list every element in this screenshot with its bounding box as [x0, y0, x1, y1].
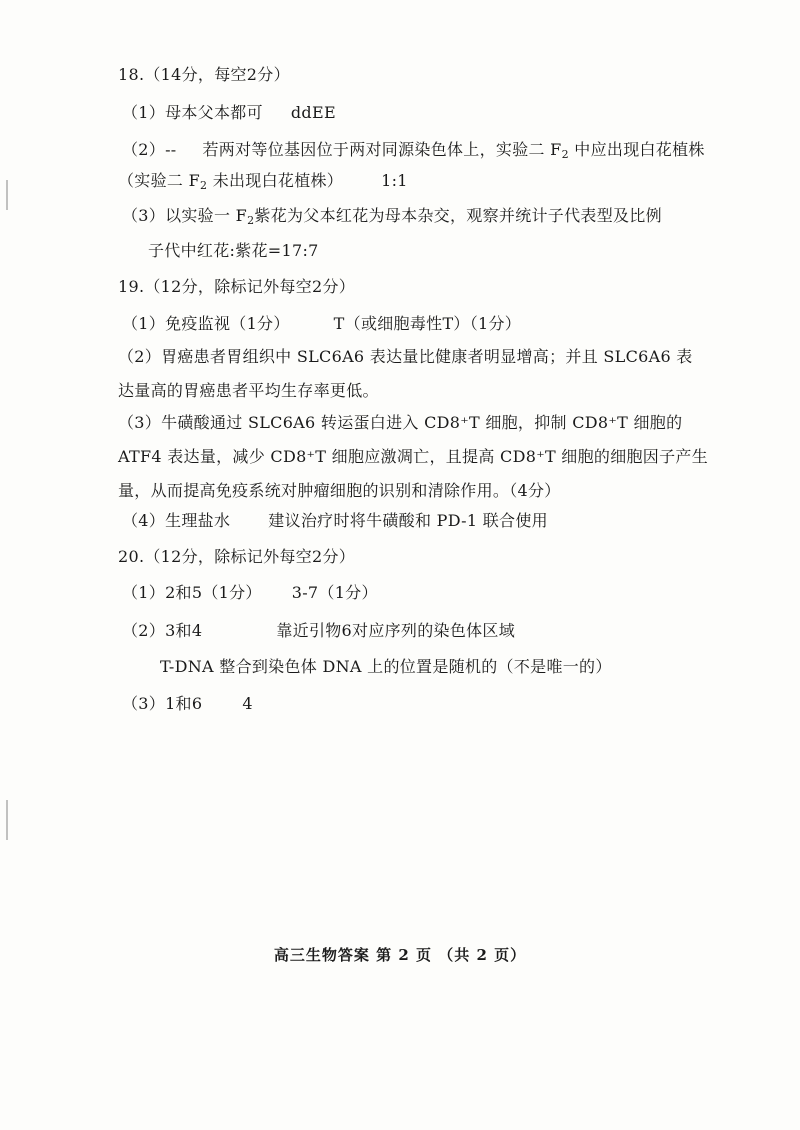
q18-answer-1-b: ddEE — [290, 103, 336, 122]
q20-answer-3-a: （3）1和6 — [122, 694, 203, 713]
q18-answer-2-c: 中应出现白花植株 — [568, 140, 705, 159]
q18-answer-2-b: 若两对等位基因位于两对同源染色体上，实验二 F — [202, 140, 562, 159]
q18-answer-2-sub1: 2 — [561, 148, 569, 161]
page-footer: 高三生物答案 第 2 页 （共 2 页） — [273, 946, 527, 964]
q20-answer-1-a: （1）2和5（1分） — [122, 583, 262, 602]
q18-answer-2-d: （实验二 F — [118, 171, 200, 190]
q20-answer-2-a: （2）3和4 — [122, 621, 203, 640]
q20-answer-3-b: 4 — [242, 694, 253, 713]
q20-header: 20.（12分，除标记外每空2分） — [118, 547, 356, 566]
q19-header: 19.（12分，除标记外每空2分） — [118, 277, 356, 296]
q18-answer-2-a: （2）-- — [122, 140, 177, 159]
q19-answer-1-a: （1）免疫监视（1分） — [122, 314, 290, 333]
q18-answer-2-f: 1:1 — [381, 171, 408, 190]
q20-answer-2-line1 — [122, 620, 515, 642]
q18-answer-1 — [122, 102, 336, 124]
q18-header: 18.（14分，每空2分） — [118, 65, 290, 84]
q18-answer-3-sub: 2 — [247, 214, 255, 227]
q19-answer-4-a: （4）生理盐水 — [122, 511, 231, 530]
q18-answer-1-a: （1）母本父本都可 — [122, 103, 263, 122]
scan-artifact — [6, 800, 8, 840]
q19-answer-1-b: T（或细胞毒性T）（1分） — [333, 314, 522, 333]
q20-answer-2-b: 靠近引物6对应序列的染色体区域 — [276, 621, 516, 640]
q19-answer-2: （2）胃癌患者胃组织中 SLC6A6 表达量比健康者明显增高；并且 SLC6A6 表达量高的胃癌患者平均生存率更低。 — [118, 347, 693, 400]
q18-answer-2-sub2: 2 — [200, 179, 208, 192]
q18-answer-3-b: 紫花为父本红花为母本杂交，观察并统计子代表型及比例 — [254, 206, 662, 225]
q20-answer-2-line2: T-DNA 整合到染色体 DNA 上的位置是随机的（不是唯一的） — [160, 657, 612, 676]
q18-answer-2-e: 未出现白花植株） — [207, 171, 344, 190]
q18-answer-3-line2: 子代中红花:紫花=17:7 — [148, 241, 319, 260]
q18-answer-3-a: （3）以实验一 F — [122, 206, 248, 225]
q20-answer-1 — [122, 582, 378, 604]
q20-answer-1-b: 3-7（1分） — [291, 583, 378, 602]
scan-artifact — [6, 180, 8, 210]
q19-answer-3: （3）牛磺酸通过 SLC6A6 转运蛋白进入 CD8⁺T 细胞，抑制 CD8⁺T 细胞的 ATF4 表达量，减少 CD8⁺T 细胞应激凋亡，且提高 CD8⁺T 细胞的细胞因子产生量，从而提高免疫系统对肿瘤细胞的识别和清除作用。（4分） — [118, 413, 708, 500]
q18-answer-3-line1 — [122, 205, 662, 232]
q18-answer-2-line1 — [122, 139, 705, 166]
q19-answer-4 — [122, 510, 548, 532]
q20-answer-3 — [122, 693, 253, 715]
q19-answer-4-b: 建议治疗时将牛磺酸和 PD-1 联合使用 — [268, 511, 548, 530]
q18-answer-2-line2 — [118, 170, 408, 197]
q19-answer-1 — [122, 313, 521, 335]
